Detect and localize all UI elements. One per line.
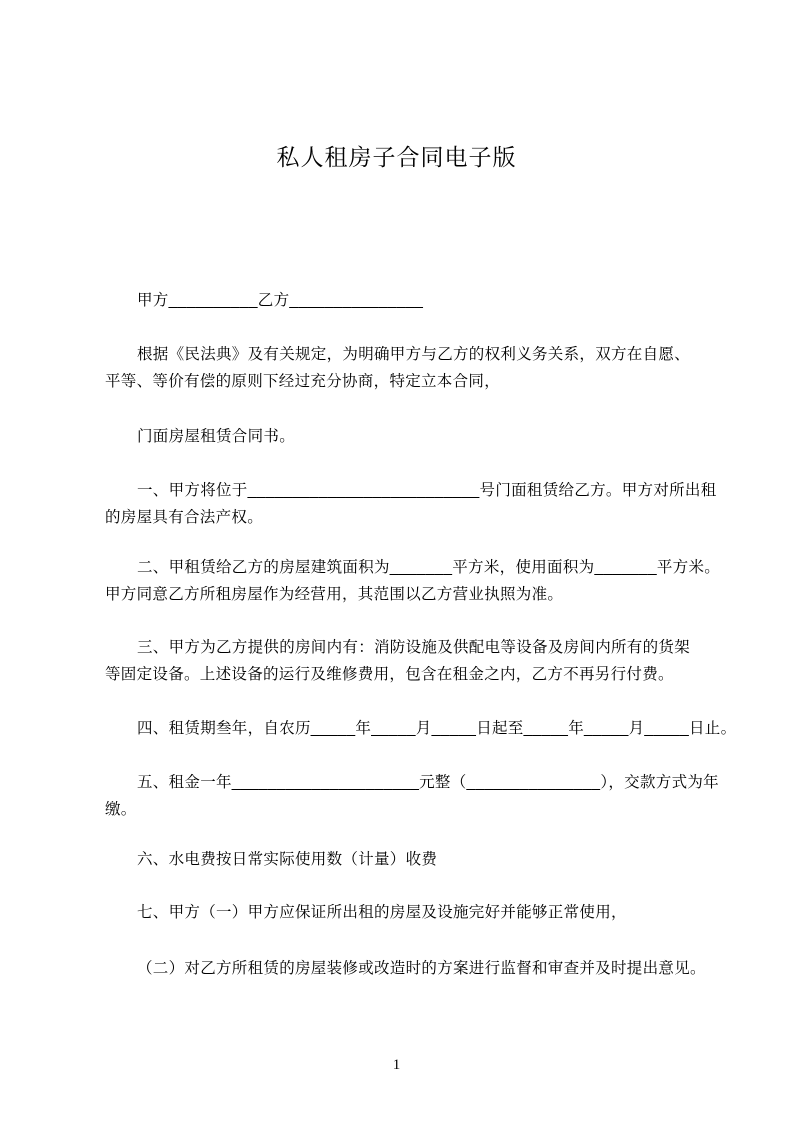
- clause-4: [105, 715, 745, 742]
- clause-7: [105, 899, 745, 926]
- clause-line: 五、租金一年_____________________元整（_______________），交款方式为年: [137, 774, 719, 791]
- clause-line: 七、甲方（一）甲方应保证所出租的房屋及设施完好并能够正常使用，: [137, 904, 627, 921]
- document-title: 私人租房子合同电子版: [276, 144, 517, 170]
- clause-line: 六、水电费按日常实际使用数（计量）收费: [137, 851, 438, 868]
- clause-line: 缴。: [105, 801, 137, 818]
- parties-line: 甲方__________乙方_______________: [137, 292, 424, 309]
- clause-2: [105, 554, 745, 608]
- preamble-paragraph: [105, 341, 745, 395]
- clause-7-item-2: [105, 955, 745, 982]
- parties-paragraph: [105, 287, 745, 314]
- preamble-line: 根据《民法典》及有关规定，为明确甲方与乙方的权利义务关系，双方在自愿、: [137, 346, 691, 363]
- clause-6: [105, 846, 745, 873]
- clause-line: 一、甲方将位于__________________________号门面租赁给乙方。甲方对所出租: [137, 482, 717, 499]
- clause-line: 甲方同意乙方所租房屋作为经营用，其范围以乙方营业执照为准。: [105, 586, 564, 603]
- clause-1: [105, 477, 745, 531]
- clause-line: 二、甲租赁给乙方的房屋建筑面积为_______平方米，使用面积为_______平方米。: [137, 559, 721, 576]
- clause-line: 三、甲方为乙方提供的房间内有：消防设施及供配电等设备及房间内所有的货架: [137, 639, 691, 656]
- page-number: 1: [392, 1057, 401, 1073]
- clause-line: 的房屋具有合法产权。: [105, 509, 264, 526]
- clause-line: 等固定设备。上述设备的运行及维修费用，包含在租金之内，乙方不再另行付费。: [105, 666, 674, 683]
- contract-heading-line: 门面房屋租赁合同书。: [137, 428, 296, 445]
- preamble-line: 平等、等价有偿的原则下经过充分协商，特定立本合同，: [105, 373, 501, 390]
- clause-line: （二）对乙方所租赁的房屋装修或改造时的方案进行监督和审查并及时提出意见。: [137, 960, 706, 977]
- contract-heading-paragraph: [105, 423, 745, 450]
- clause-3: [105, 634, 745, 688]
- clause-5: [105, 769, 745, 823]
- clause-line: 四、租赁期叁年，自农历_____年_____月_____日起至_____年_____月_____日止。: [137, 720, 737, 737]
